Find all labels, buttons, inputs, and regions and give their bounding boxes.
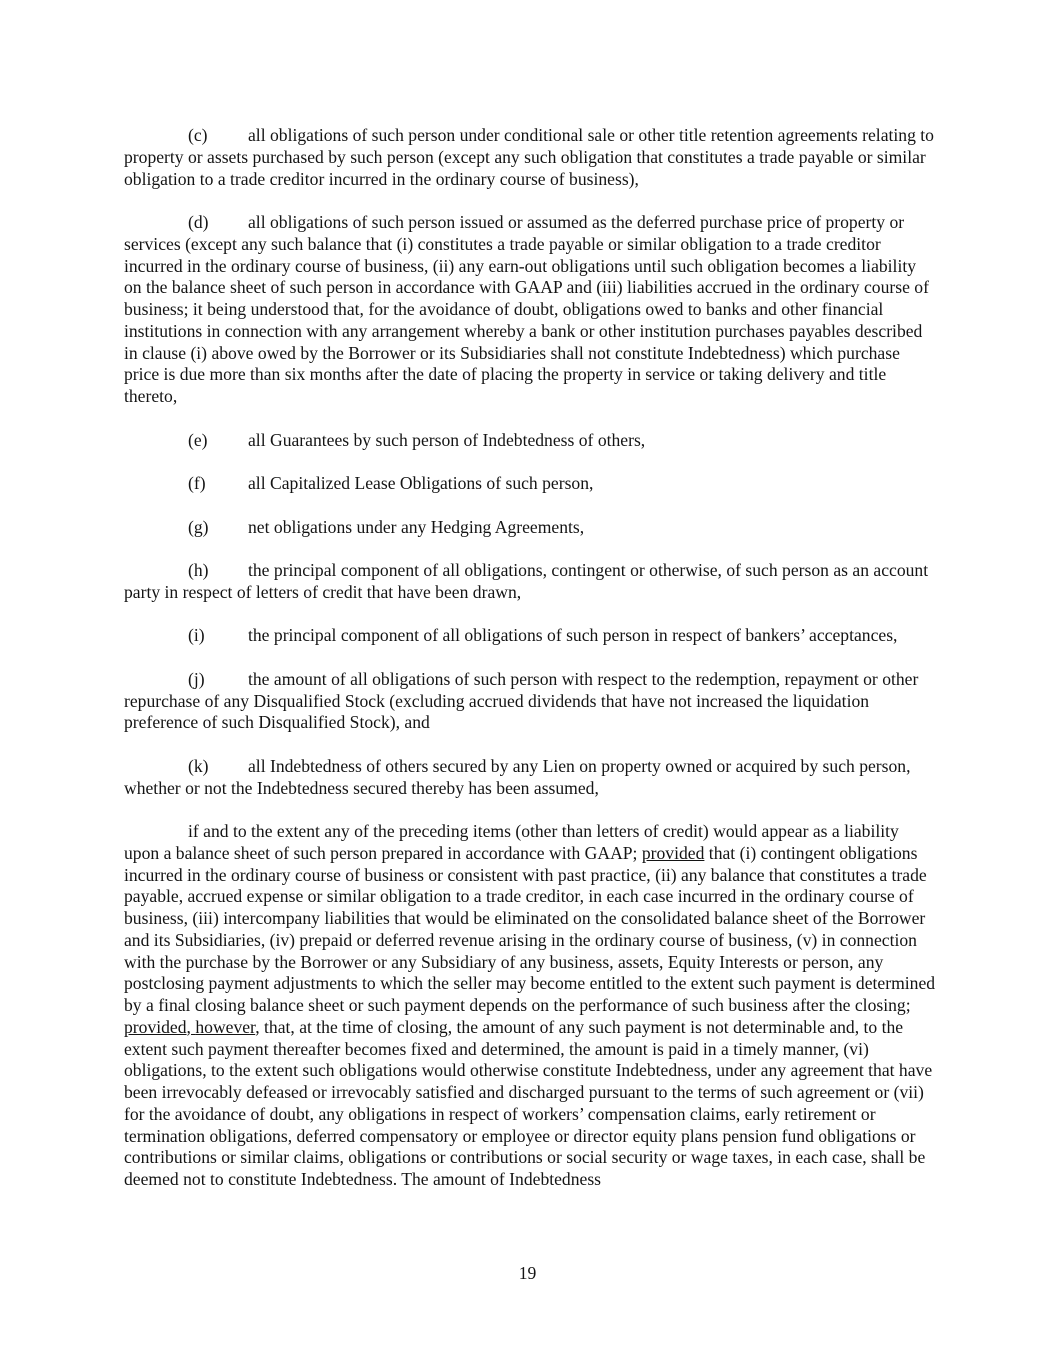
clause-label: (e) xyxy=(188,429,208,450)
clause-label: (f) xyxy=(188,473,206,493)
clause-label: (j) xyxy=(188,668,205,689)
clause-h xyxy=(124,560,936,604)
clause-text: the principal component of all obligations of such person in respect of bankers’ acceptances, xyxy=(248,625,898,646)
clause-label: (i) xyxy=(188,625,205,646)
clause-text: all Capitalized Lease Obligations of such person, xyxy=(248,473,594,493)
closing-text-1: if and to the extent any of the preceding items (other than letters of credit) would appear as a liability upon a balance sheet of such person prepared in accordance with GAAP; xyxy=(124,821,899,863)
clause-label: (d) xyxy=(188,212,209,232)
however-term: however xyxy=(195,1016,256,1037)
provided-term: provided xyxy=(124,1016,187,1037)
clause-label: (h) xyxy=(188,560,209,580)
clause-text: net obligations under any Hedging Agreements, xyxy=(248,516,585,537)
clause-i xyxy=(124,625,936,647)
closing-text-2: that (i) contingent obligations incurred in the ordinary course of business or consistent with past practice, (ii) any balance that constitutes a trade payable, accrued expense or similar obligation to a trade creditor, in each case incurred in the ordinary course of business, (iii) intercompany liabilities that would be eliminated on the consolidated balance sheet of the Borrower and its Subsidiaries, (iv) prepaid or deferred revenue arising in the ordinary course of business, (v) in connection with the purchase by the Borrower or any Subsidiary of any business, assets, Equity Interests or person, any postclosing payment adjustments to which the seller may become entitled to the extent such payment is determined by a final closing balance sheet or such payment depends on the performance of such business after the closing; xyxy=(124,842,936,1015)
page-number: 19 xyxy=(518,1263,537,1283)
comma: , xyxy=(186,1016,196,1037)
clause-text: all obligations of such person under conditional sale or other title retention agreements relating to property or assets purchased by such person (except any such obligation that constitutes a trade payable or similar obligation to a trade creditor incurred in the ordinary course of business), xyxy=(124,125,934,189)
clause-label: (g) xyxy=(188,516,209,537)
clause-text: the principal component of all obligations, contingent or otherwise, of such person as an account party in respect of letters of credit that have been drawn, xyxy=(124,560,929,602)
clause-text: all obligations of such person issued or assumed as the deferred purchase price of property or services (except any such balance that (i) constitutes a trade payable or similar obligation to a trade creditor incurred in the ordinary course of business, (ii) any earn-out obligations until such obligation becomes a liability on the balance sheet of such person in accordance with GAAP and (iii) liabilities accrued in the ordinary course of business; it being understood that, for the avoidance of doubt, obligations owed to banks and other financial institutions in connection with any arrangement whereby a bank or other institution purchases payables described in clause (i) above owed by the Borrower or its Subsidiaries shall not constitute Indebtedness) which purchase price is due more than six months after the date of placing the property in service or taking delivery and title thereto, xyxy=(124,212,929,406)
closing-text-3: , that, at the time of closing, the amount of any such payment is not determinable and, to the extent such payment thereafter becomes fixed and determined, the amount is paid in a timely manner, (vi) obligations, to the extent such obligations would otherwise constitute Indebtedness, under any agreement that have been irrevocably defeased or irrevocably satisfied and discharged pursuant to the terms of such agreement or (vii) for the avoidance of doubt, any obligations in respect of workers’ compensation claims, early retirement or termination obligations, deferred compensatory or employee or director equity plans pension fund obligations or contributions or similar claims, obligations or contributions or social security or wage taxes, in each case, shall be deemed not to constitute Indebtedness. The amount of Indebtedness xyxy=(124,1016,933,1189)
clause-label: (c) xyxy=(188,125,208,145)
clause-g xyxy=(124,517,936,539)
document-page xyxy=(124,125,936,1191)
clause-d xyxy=(124,212,936,408)
clause-text: all Indebtedness of others secured by any Lien on property owned or acquired by such person, whether or not the Indebtedness secured thereby has been assumed, xyxy=(124,755,911,798)
provided-term: provided xyxy=(641,842,705,863)
clause-text: all Guarantees by such person of Indebtedness of others, xyxy=(248,429,646,450)
clause-label: (k) xyxy=(188,755,209,776)
clause-j xyxy=(124,669,936,734)
clause-text: the amount of all obligations of such person with respect to the redemption, repayment or other repurchase of any Disqualified Stock (excluding accrued dividends that have not increased the liquidation preference of such Disqualified Stock), and xyxy=(124,668,919,733)
clause-e xyxy=(124,430,936,452)
closing-paragraph xyxy=(124,821,936,1191)
clause-f xyxy=(124,473,936,495)
clause-c xyxy=(124,125,936,190)
clause-k xyxy=(124,756,936,800)
